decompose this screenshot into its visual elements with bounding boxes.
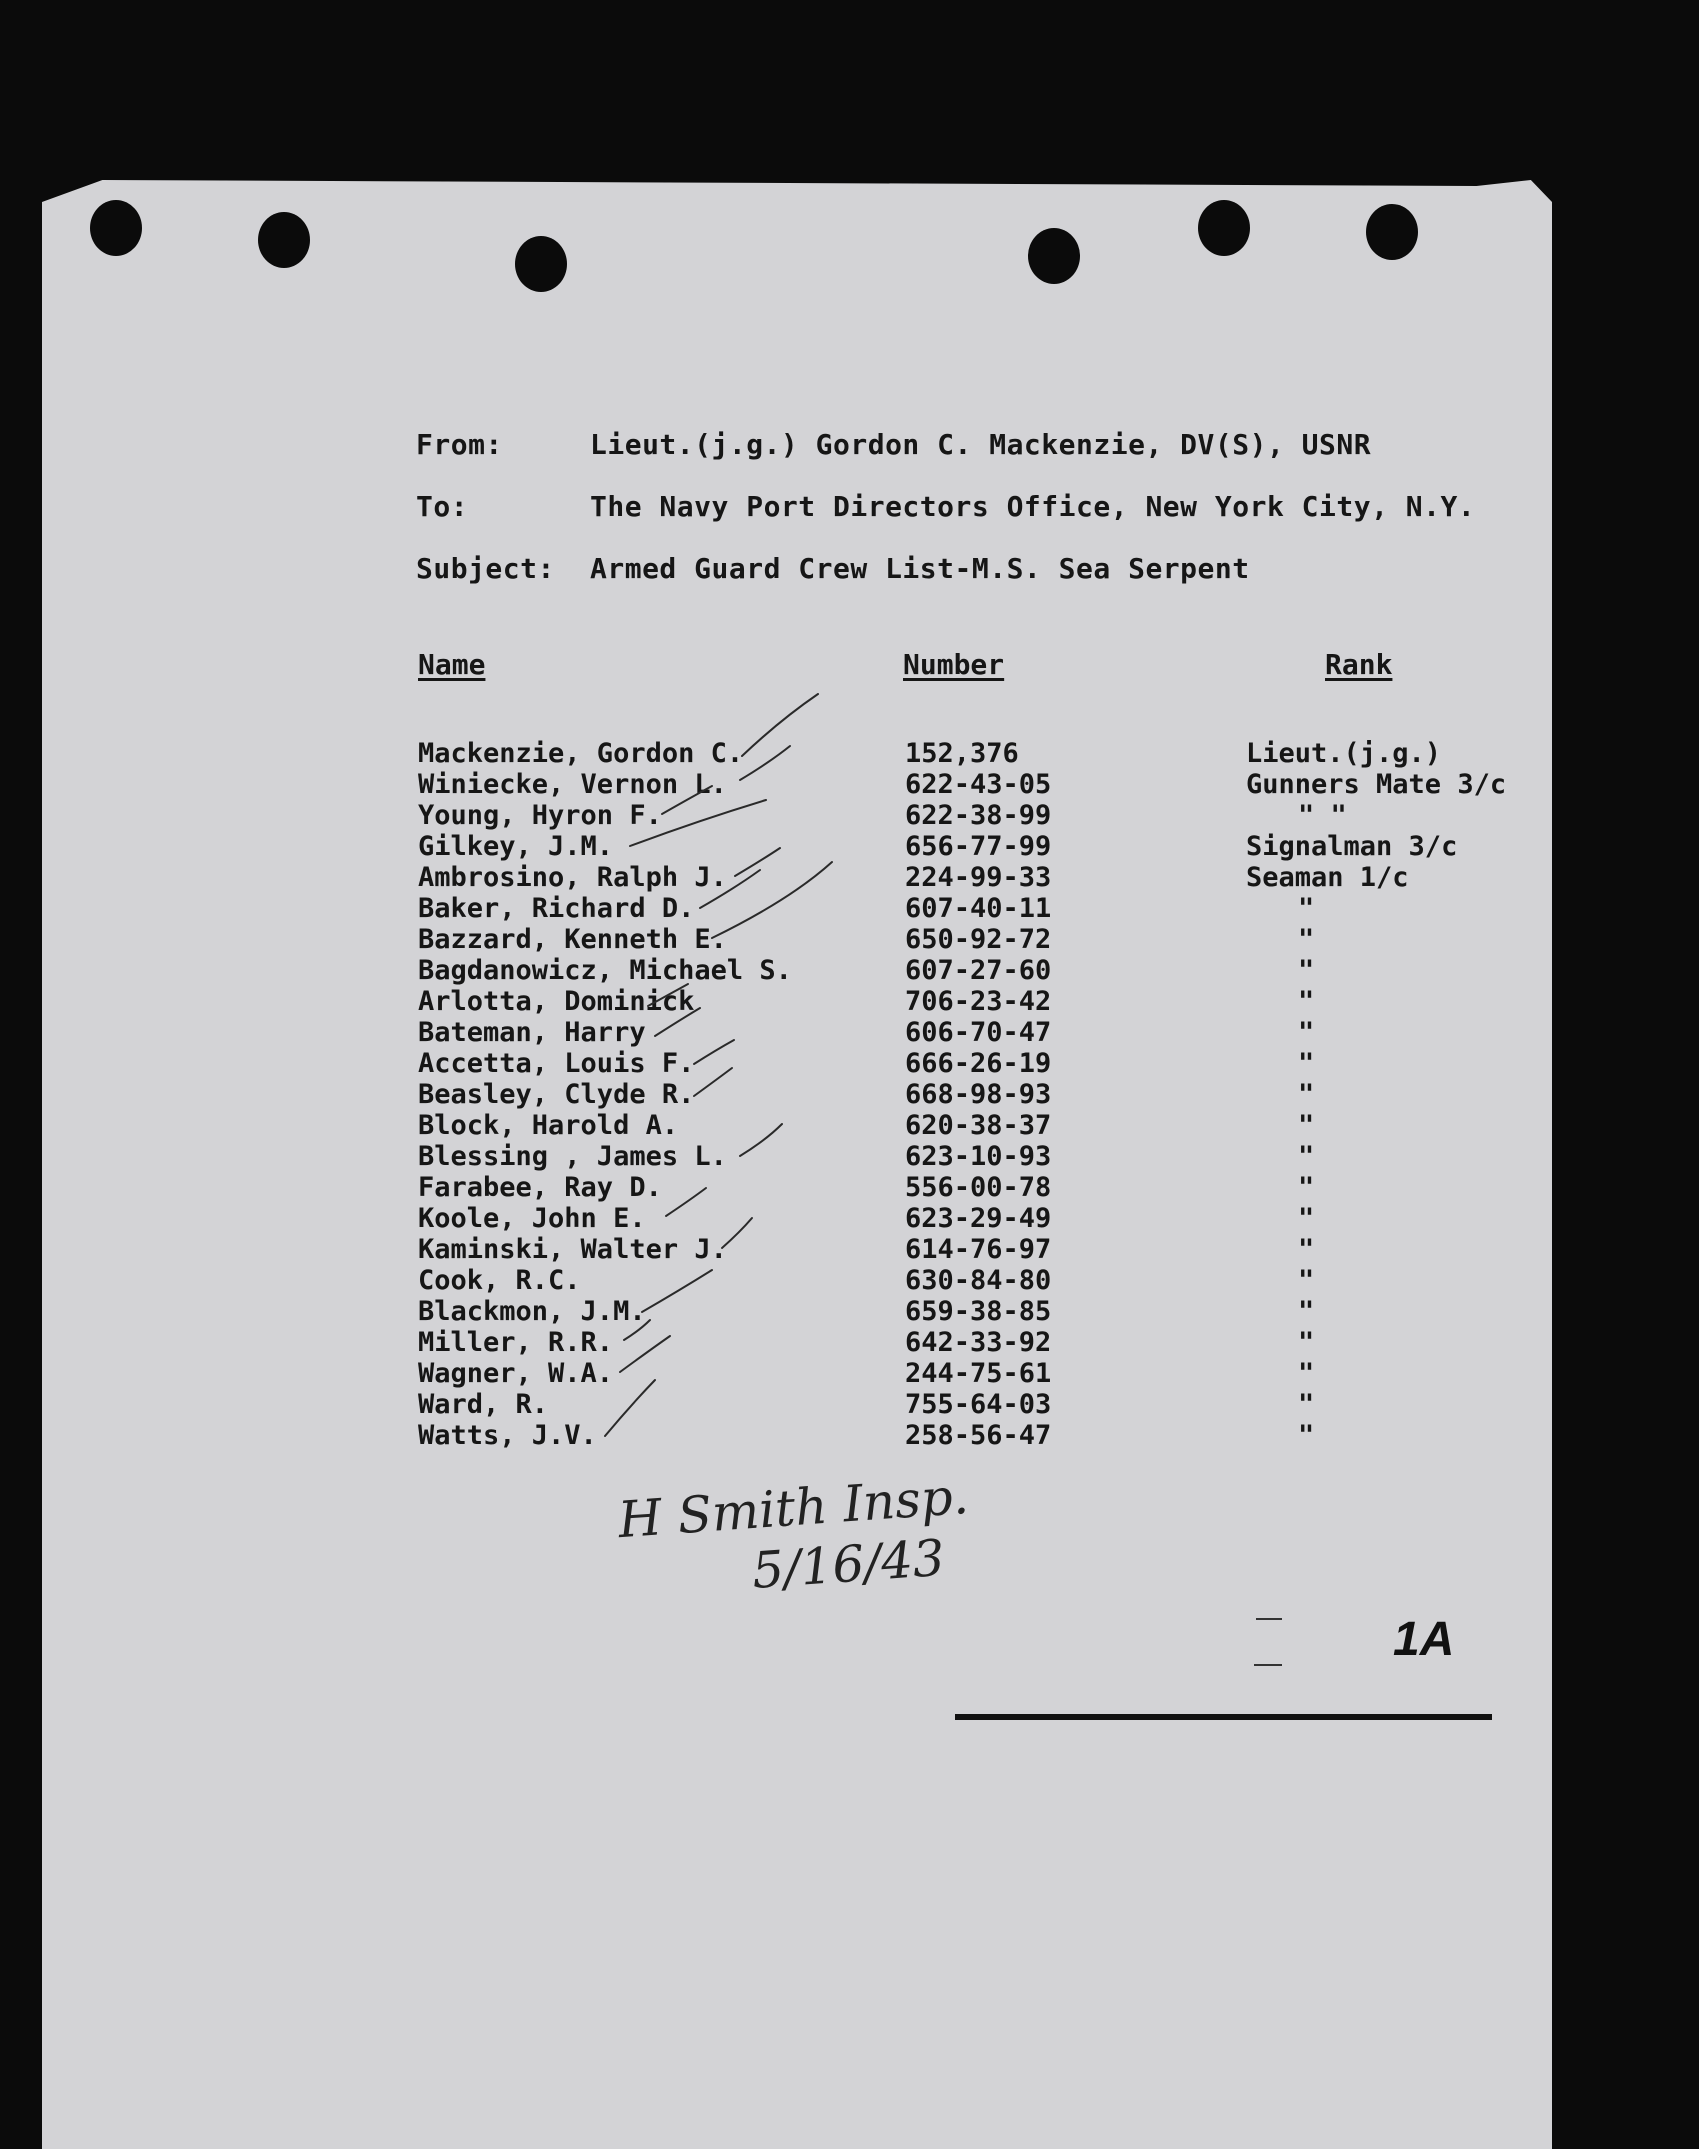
crew-name: Young, Hyron F. xyxy=(418,800,662,831)
crew-number: 224-99-33 xyxy=(905,862,1052,893)
subject-label: Subject: xyxy=(416,552,555,585)
crew-name: Blessing , James L. xyxy=(418,1141,727,1172)
page-number: 1A xyxy=(1393,1613,1455,1666)
crew-name: Ambrosino, Ralph J. xyxy=(418,862,727,893)
crew-rank: " " xyxy=(1298,800,1347,831)
crew-rank: " xyxy=(1298,1203,1315,1234)
crew-number: 614-76-97 xyxy=(905,1234,1052,1265)
crew-name: Baker, Richard D. xyxy=(418,893,695,924)
crew-number: 258-56-47 xyxy=(905,1420,1052,1451)
crew-number: 244-75-61 xyxy=(905,1358,1052,1389)
crew-number: 642-33-92 xyxy=(905,1327,1052,1358)
crew-name: Miller, R.R. xyxy=(418,1327,614,1358)
crew-number: 152,376 xyxy=(905,738,1019,769)
crew-rank: Signalman 3/c xyxy=(1246,831,1458,862)
crew-rank: " xyxy=(1298,1389,1315,1420)
crew-rank: " xyxy=(1298,924,1315,955)
crew-name: Ward, R. xyxy=(418,1389,549,1420)
crew-rank: " xyxy=(1298,1017,1315,1048)
crew-rank: " xyxy=(1298,1358,1315,1389)
dash-mark xyxy=(1254,1664,1282,1666)
crew-name: Bazzard, Kenneth E. xyxy=(418,924,727,955)
crew-name: Cook, R.C. xyxy=(418,1265,581,1296)
crew-rank: " xyxy=(1298,1234,1315,1265)
crew-rank: " xyxy=(1298,1172,1315,1203)
crew-number: 630-84-80 xyxy=(905,1265,1052,1296)
crew-rank: " xyxy=(1298,1048,1315,1079)
to-value: The Navy Port Directors Office, New York City, N.Y. xyxy=(590,490,1476,523)
crew-rank: " xyxy=(1298,1420,1315,1451)
dash-mark xyxy=(1256,1618,1282,1620)
crew-name: Bateman, Harry xyxy=(418,1017,646,1048)
crew-rank: " xyxy=(1298,1327,1315,1358)
crew-name: Bagdanowicz, Michael S. xyxy=(418,955,792,986)
crew-number: 622-43-05 xyxy=(905,769,1052,800)
crew-name: Farabee, Ray D. xyxy=(418,1172,662,1203)
crew-rank: " xyxy=(1298,893,1315,924)
crew-rank: Seaman 1/c xyxy=(1246,862,1409,893)
column-head-rank: Rank xyxy=(1325,648,1393,681)
crew-number: 607-27-60 xyxy=(905,955,1052,986)
signature-text: H Smith Insp. xyxy=(616,1466,971,1550)
crew-number: 623-10-93 xyxy=(905,1141,1052,1172)
crew-number: 620-38-37 xyxy=(905,1110,1052,1141)
crew-rank: " xyxy=(1298,1265,1315,1296)
crew-number: 606-70-47 xyxy=(905,1017,1052,1048)
from-value: Lieut.(j.g.) Gordon C. Mackenzie, DV(S), USNR xyxy=(590,428,1372,461)
crew-name: Arlotta, Dominick xyxy=(418,986,695,1017)
crew-rank: " xyxy=(1298,1141,1315,1172)
crew-name: Kaminski, Walter J. xyxy=(418,1234,727,1265)
inspector-signature xyxy=(616,1466,974,1610)
crew-rank: Gunners Mate 3/c xyxy=(1246,769,1507,800)
inspection-date: 5/16/43 xyxy=(750,1528,947,1601)
crew-number: 622-38-99 xyxy=(905,800,1052,831)
crew-name: Mackenzie, Gordon C. xyxy=(418,738,744,769)
crew-name: Block, Harold A. xyxy=(418,1110,679,1141)
from-label: From: xyxy=(416,428,503,461)
crew-name: Wagner, W.A. xyxy=(418,1358,614,1389)
crew-rank: " xyxy=(1298,986,1315,1017)
crew-name: Winiecke, Vernon L. xyxy=(418,769,727,800)
crew-number: 668-98-93 xyxy=(905,1079,1052,1110)
crew-number: 755-64-03 xyxy=(905,1389,1052,1420)
crew-rank: " xyxy=(1298,1296,1315,1327)
bottom-rule xyxy=(955,1714,1492,1720)
crew-rank: Lieut.(j.g.) xyxy=(1246,738,1442,769)
to-label: To: xyxy=(416,490,469,523)
column-head-name: Name xyxy=(418,648,486,681)
crew-number: 556-00-78 xyxy=(905,1172,1052,1203)
crew-number: 607-40-11 xyxy=(905,893,1052,924)
crew-name: Gilkey, J.M. xyxy=(418,831,614,862)
crew-name: Watts, J.V. xyxy=(418,1420,597,1451)
subject-value: Armed Guard Crew List-M.S. Sea Serpent xyxy=(590,552,1250,585)
column-head-number: Number xyxy=(903,648,1005,681)
crew-name: Blackmon, J.M. xyxy=(418,1296,646,1327)
crew-number: 656-77-99 xyxy=(905,831,1052,862)
crew-rank: " xyxy=(1298,1110,1315,1141)
crew-name: Accetta, Louis F. xyxy=(418,1048,695,1079)
crew-name: Koole, John E. xyxy=(418,1203,646,1234)
crew-rank: " xyxy=(1298,955,1315,986)
crew-rank: " xyxy=(1298,1079,1315,1110)
crew-name: Beasley, Clyde R. xyxy=(418,1079,695,1110)
crew-number: 706-23-42 xyxy=(905,986,1052,1017)
crew-number: 659-38-85 xyxy=(905,1296,1052,1327)
crew-number: 650-92-72 xyxy=(905,924,1052,955)
crew-number: 623-29-49 xyxy=(905,1203,1052,1234)
crew-number: 666-26-19 xyxy=(905,1048,1052,1079)
